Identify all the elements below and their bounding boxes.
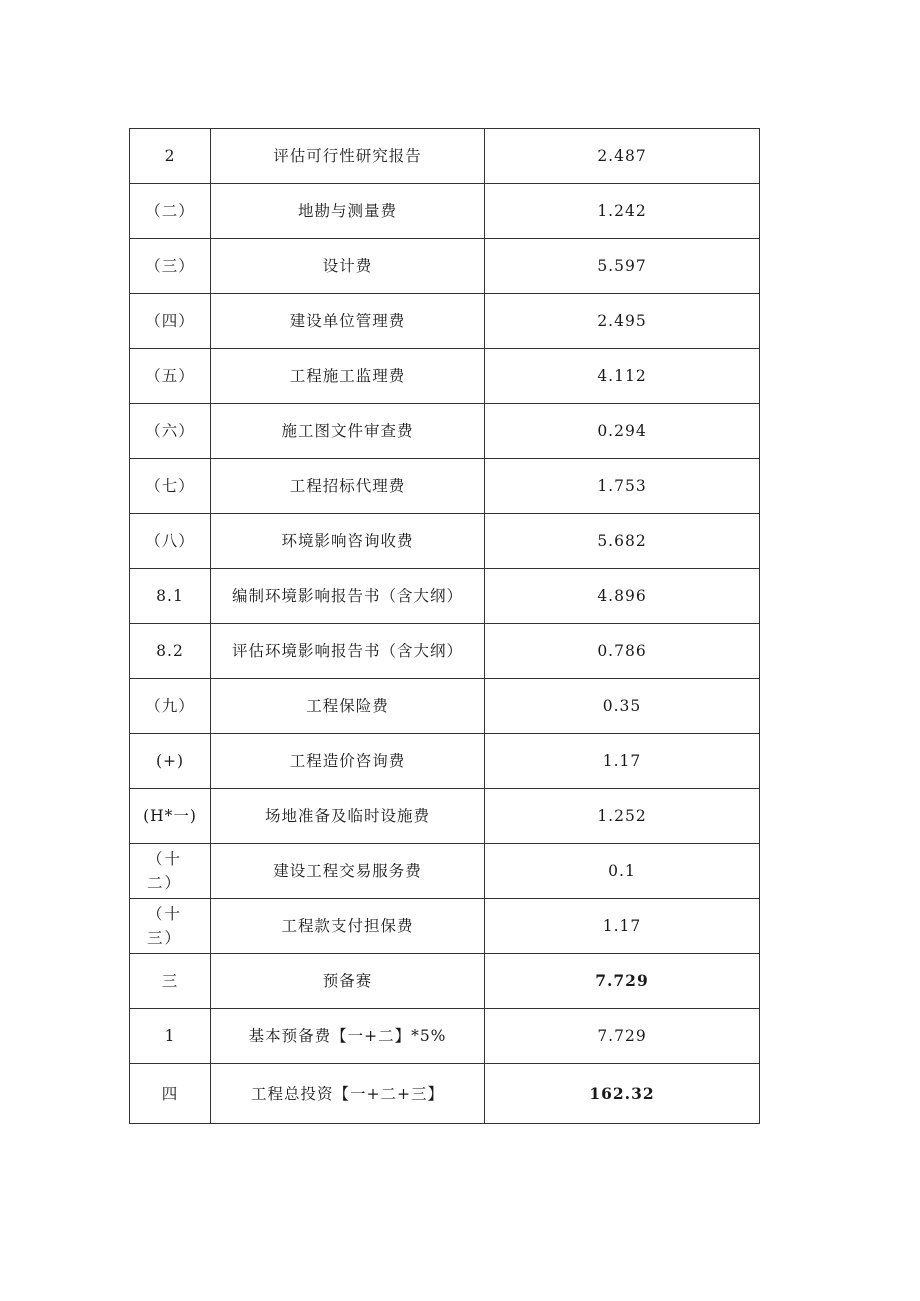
table-row	[130, 624, 760, 679]
row-item-name: 评估环境影响报告书（含大纲）	[211, 624, 485, 679]
row-item-name: 地勘与测量费	[211, 184, 485, 239]
table-row	[130, 1009, 760, 1064]
row-number: （四）	[130, 294, 211, 349]
row-amount: 7.729	[485, 954, 760, 1009]
row-amount: 5.597	[485, 239, 760, 294]
table-row	[130, 954, 760, 1009]
row-amount: 4.896	[485, 569, 760, 624]
row-item-name: 评估可行性研究报告	[211, 129, 485, 184]
row-amount: 1.17	[485, 899, 760, 954]
row-amount: 1.242	[485, 184, 760, 239]
row-number: （二）	[130, 184, 211, 239]
row-amount: 0.294	[485, 404, 760, 459]
row-item-name: 施工图文件审查费	[211, 404, 485, 459]
row-number: （三）	[130, 239, 211, 294]
row-item-name: 建设单位管理费	[211, 294, 485, 349]
row-item-name: 预备赛	[211, 954, 485, 1009]
row-amount: 1.252	[485, 789, 760, 844]
table-row	[130, 404, 760, 459]
row-number: 四	[130, 1064, 211, 1124]
cost-table	[129, 128, 760, 1124]
row-item-name: 工程施工监理费	[211, 349, 485, 404]
row-amount: 4.112	[485, 349, 760, 404]
row-number: 2	[130, 129, 211, 184]
row-item-name: 基本预备费【一+二】*5%	[211, 1009, 485, 1064]
table-row	[130, 129, 760, 184]
table-row	[130, 239, 760, 294]
row-item-name: 环境影响咨询收费	[211, 514, 485, 569]
row-number: （十二）	[147, 850, 183, 892]
row-number: （七）	[130, 459, 211, 514]
row-number: (H*一)	[130, 789, 211, 844]
row-amount: 0.35	[485, 679, 760, 734]
table-row	[130, 514, 760, 569]
table-row	[130, 844, 760, 899]
row-item-name: 设计费	[211, 239, 485, 294]
row-item-name: 工程款支付担保费	[211, 899, 485, 954]
row-amount: 2.487	[485, 129, 760, 184]
row-item-name: 建设工程交易服务费	[211, 844, 485, 899]
row-number: （九）	[130, 679, 211, 734]
row-item-name: 工程造价咨询费	[211, 734, 485, 789]
row-number: （五）	[130, 349, 211, 404]
table-row	[130, 1064, 760, 1124]
row-item-name: 工程总投资【一+二+三】	[211, 1064, 485, 1124]
row-item-name: 工程保险费	[211, 679, 485, 734]
row-item-name: 工程招标代理费	[211, 459, 485, 514]
table-row	[130, 294, 760, 349]
row-number: (+)	[130, 734, 211, 789]
row-number: （八）	[130, 514, 211, 569]
row-amount: 7.729	[485, 1009, 760, 1064]
table-row	[130, 184, 760, 239]
table-row	[130, 789, 760, 844]
table-row	[130, 679, 760, 734]
table-row	[130, 459, 760, 514]
row-amount: 5.682	[485, 514, 760, 569]
row-amount: 2.495	[485, 294, 760, 349]
row-amount: 1.753	[485, 459, 760, 514]
row-amount: 1.17	[485, 734, 760, 789]
row-number-cell	[130, 899, 211, 954]
table-row	[130, 349, 760, 404]
row-number: （十三）	[147, 905, 183, 947]
row-number: 三	[130, 954, 211, 1009]
table-row	[130, 899, 760, 954]
row-number-cell	[130, 844, 211, 899]
row-item-name: 场地准备及临时设施费	[211, 789, 485, 844]
row-number: 1	[130, 1009, 211, 1064]
row-amount: 0.786	[485, 624, 760, 679]
row-amount: 0.1	[485, 844, 760, 899]
row-number: 8.2	[130, 624, 211, 679]
row-item-name: 编制环境影响报告书（含大纲）	[211, 569, 485, 624]
row-amount: 162.32	[485, 1064, 760, 1124]
row-number: （六）	[130, 404, 211, 459]
row-number: 8.1	[130, 569, 211, 624]
table-row	[130, 569, 760, 624]
table-row	[130, 734, 760, 789]
